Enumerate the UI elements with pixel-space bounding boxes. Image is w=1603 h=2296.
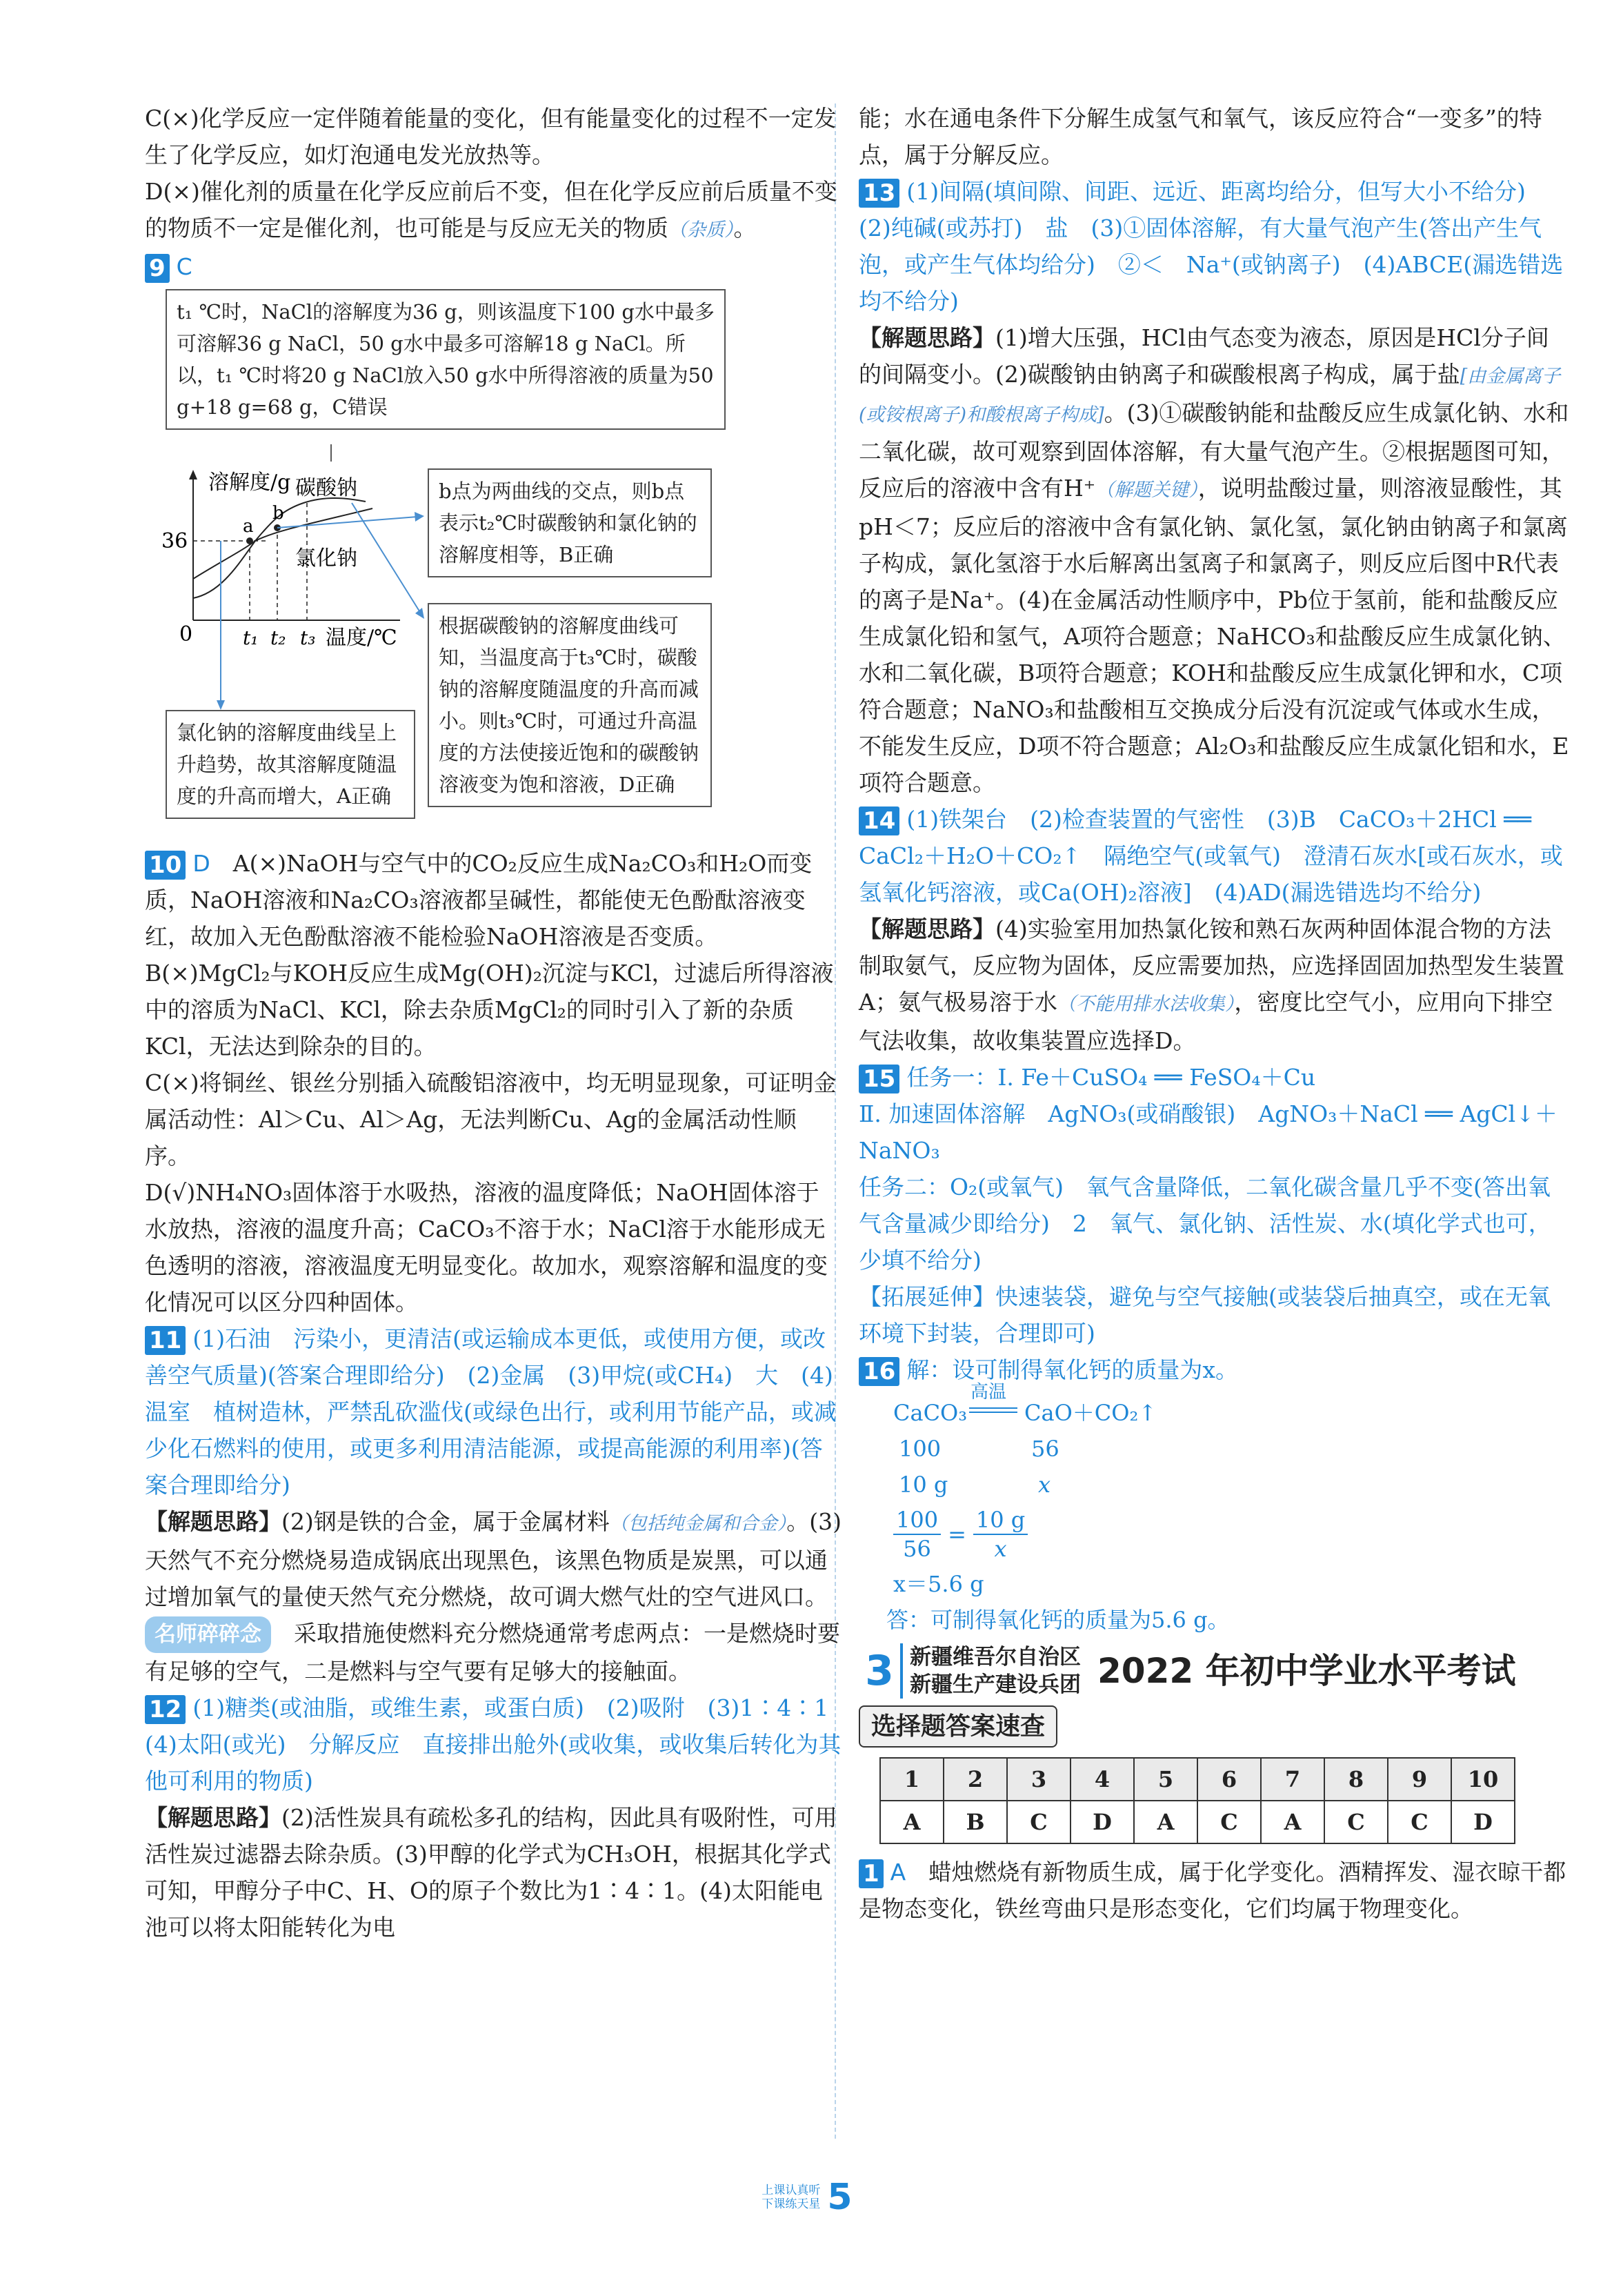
q15-answer-2: Ⅱ. 加速固体溶解 AgNO₃(或硝酸银) AgNO₃＋NaCl ══ AgCl↓＋NaNO₃ xyxy=(859,1100,1557,1164)
q11-tip xyxy=(145,1615,842,1690)
q16-eq-left: CaCO₃ xyxy=(893,1400,968,1426)
q11-think-note: （包括纯金属和合金） xyxy=(609,1513,787,1534)
q12-answer: (1)糖类(或油脂，或维生素，或蛋白质) (2)吸附 (3)1∶4∶1 (4)太阳(或光) 分解反应 直接排出舱外(或收集，或收集后转化为其他可利用的物质) xyxy=(145,1694,852,1794)
q1-explanation xyxy=(859,1854,1569,1927)
q13-think-1: (1)增大压强，HCl由气态变为液态，原因是HCl分子间的间隔变小。(2)碳酸钠由钠离子和碳酸根离子构成，属于盐 xyxy=(859,324,1549,388)
q16-values xyxy=(893,1467,1569,1503)
box-b-arrow xyxy=(277,517,417,528)
x-axis-label: 温度/℃ xyxy=(326,626,397,650)
key-num: 10 xyxy=(1451,1758,1515,1801)
region-line-1: 新疆维吾尔自治区 xyxy=(910,1645,1081,1670)
q9-box-d: 根据碳酸钠的溶解度曲线可知，当温度高于t₃℃时，碳酸钠的溶解度随温度的升高而减小。则t₃℃时，可通过升高温度的方法使接近饱和的碳酸钠溶液变为饱和溶液，D正确 xyxy=(428,603,712,807)
origin-label: 0 xyxy=(179,622,193,646)
box-d-arrowhead xyxy=(415,608,424,619)
q11-answer-block xyxy=(145,1320,842,1503)
q16-frac1-top: 100 xyxy=(893,1506,941,1535)
q14-number: 14 xyxy=(859,806,899,835)
q13-note-1: [由金属离子(或铵根离子)和酸根离子构成] xyxy=(859,366,1561,426)
q11-number: 11 xyxy=(145,1326,186,1355)
q14-thinking xyxy=(859,911,1569,1059)
q9-number: 9 xyxy=(145,254,170,283)
quick-check-row xyxy=(859,1699,1569,1757)
t3-label: t₃ xyxy=(300,626,316,649)
q16-mass-caco3: 100 xyxy=(899,1436,942,1462)
answer-key-answers xyxy=(880,1801,1515,1843)
key-ans: C xyxy=(1324,1801,1388,1843)
q14-think-1: (4)实验室用加热氯化铵和熟石灰两种固体混合物的方法制取氨气，反应物为固体，反应需要加热，应选择固固加热型发生装置A；氨气极易溶于水 xyxy=(859,916,1564,1016)
section-number: 3 xyxy=(865,1646,894,1695)
key-ans: A xyxy=(1134,1801,1197,1843)
tip-label: 名师碎碎念 xyxy=(145,1616,271,1653)
q16-frac1-bottom: 56 xyxy=(903,1536,931,1562)
y-axis-label: 溶解度/g xyxy=(208,471,291,495)
key-num: 8 xyxy=(1324,1758,1388,1801)
q16-mass-cao: 56 xyxy=(1031,1436,1059,1462)
q12-think-text: (2)活性炭具有疏松多孔的结构，因此具有吸附性，可用活性炭过滤器去除杂质。(3)甲醇的化学式为CH₃OH，根据其化学式可知，甲醇分子中C、H、O的原子个数比为1∶4∶1。(4)太阳能电池可以将太阳能转化为电 xyxy=(145,1804,837,1941)
q10-option-c: C(×)将铜丝、银丝分别插入硫酸铝溶液中，均无明显现象，可证明金属活动性：Al＞Cu、Al＞Ag，无法判断Cu、Ag的金属活动性顺序。 xyxy=(145,1069,837,1169)
q10-number: 10 xyxy=(145,851,186,880)
q15-ans-1-text: 任务一：Ⅰ. Fe＋CuSO₄ ══ FeSO₄＋Cu xyxy=(906,1064,1316,1091)
q16-masses xyxy=(893,1431,1569,1467)
q9-box-b: b点为两曲线的交点，则b点表示t₂℃时碳酸钠和氯化钠的溶解度相等，B正确 xyxy=(428,468,712,577)
key-num: 6 xyxy=(1197,1758,1261,1801)
q12-thinking xyxy=(145,1799,842,1946)
q9-box-c: t₁ ℃时，NaCl的溶解度为36 g，则该温度下100 g水中最多可溶解36 g NaCl，50 g水中最多可溶解18 g NaCl。所以，t₁ ℃时将20 g NaCl放入50 g水中所得溶液的质量为50 g+18 g=68 g，C错误 xyxy=(166,289,726,430)
q16-fraction-2 xyxy=(973,1506,1028,1563)
q9-solubility-figure xyxy=(145,289,835,841)
y-tick-36: 36 xyxy=(161,529,188,553)
q8-end: 。 xyxy=(733,215,757,241)
slogan-line-1: 上课认真听 xyxy=(761,2184,821,2197)
t1-label: t₁ xyxy=(243,626,259,649)
left-column xyxy=(145,100,852,1946)
t2-label: t₂ xyxy=(270,626,286,649)
key-num: 3 xyxy=(1007,1758,1071,1801)
q8-option-d-text: D(×)催化剂的质量在化学反应前后不变，但在化学反应前后质量不变的物质不一定是催化剂，也可能是与反应无关的物质 xyxy=(145,178,837,241)
key-num: 2 xyxy=(944,1758,1007,1801)
q13-think-3: ，说明盐酸过量，则溶液显酸性，其pH＜7；反应后的溶液中含有氯化钠、氯化氢，氯化钠由钠离子和氯离子构成，氯化氢溶于水后解离出氢离子和氯离子，则反应后图中R代表的离子是Na⁺。(4)在金属活动性顺序中，Pb位于氢前，能和盐酸反应生成氯化铅和氢气，A项符合题意；NaHCO₃和盐酸反应生成氯化钠、水和二氧化碳，B项符合题意；KOH和盐酸反应生成氯化钾和水，C项符合题意；NaNO₃和盐酸相互交换成分后没有沉淀或气体或水生成，不能发生反应，D项不符合题意；Al₂O₃和盐酸反应生成氯化铝和水，E项符合题意。 xyxy=(859,475,1569,796)
q16-equation xyxy=(893,1382,1569,1431)
q14-think-label: 【解题思路】 xyxy=(859,916,995,942)
q14-answer: (1)铁架台 (2)检查装置的气密性 (3)B CaCO₃＋2HCl ══ CaCl₂＋H₂O＋CO₂↑ 隔绝空气(或氧气) 澄清石灰水[或石灰水，或氢氧化钙溶液，或Ca(OH)₂溶液] (4)AD(漏选错选均不给分) xyxy=(859,806,1563,906)
q11-think-label: 【解题思路】 xyxy=(145,1508,281,1535)
q16-intro-text: 解：设可制得氧化钙的质量为x。 xyxy=(906,1356,1238,1383)
point-a xyxy=(246,537,253,544)
q10-option-a xyxy=(145,845,842,955)
key-num: 5 xyxy=(1134,1758,1197,1801)
q16-proportion xyxy=(893,1503,1569,1566)
q16-value-caco3: 10 g xyxy=(899,1472,948,1498)
answer-key-table xyxy=(879,1757,1515,1844)
q8-note: （杂质） xyxy=(668,219,734,241)
box-b-arrowhead xyxy=(415,512,424,522)
q15-answer-3: 任务二：O₂(或氧气) 氧气含量降低，二氧化碳含量几乎不变(答出氧气含量减少即给分) 2 氧气、氯化钠、活性炭、水(填化学式也可，少填不给分) xyxy=(859,1174,1551,1274)
q13-thinking xyxy=(859,319,1569,801)
section-exam-title: 2022 年初中学业水平考试 xyxy=(1097,1650,1516,1691)
q16-intro xyxy=(859,1352,1569,1388)
key-ans: A xyxy=(1261,1801,1324,1843)
q8-option-d xyxy=(145,173,842,248)
q1-answer: A xyxy=(890,1859,906,1886)
q10-option-b: B(×)MgCl₂与KOH反应生成Mg(OH)₂沉淀与KCl，过滤后所得溶液中的溶质为NaCl、KCl，除去杂质MgCl₂的同时引入了新的杂质KCl，无法达到除杂的目的。 xyxy=(145,960,834,1060)
key-ans: B xyxy=(944,1801,1007,1843)
q15-answer-1 xyxy=(859,1059,1569,1096)
q8-option-c: C(×)化学反应一定伴随着能量的变化，但有能量变化的过程不一定发生了化学反应，如灯泡通电发光放热等。 xyxy=(145,105,837,168)
point-a-label: a xyxy=(243,516,254,537)
q11-answer: (1)石油 污染小，更清洁(或运输成本更低，或使用方便，或改善空气质量)(答案合理即给分) (2)金属 (3)甲烷(或CH₄) 大 (4)温室 植树造林，严禁乱砍滥伐(或绿色出行，或利用节能产品，或减少化石燃料的使用，或更多利用清洁能源，或提高能源的利用率)(答案合理即给分) xyxy=(145,1325,837,1498)
q13-think-2: 。(3)①碳酸钠能和盐酸反应生成氯化钠、水和二氧化碳，故可观察到固体溶解，有大量气泡产生。②根据题图可知，反应后的溶液中含有H⁺ xyxy=(859,399,1569,502)
key-num: 9 xyxy=(1388,1758,1451,1801)
q14-answer-block xyxy=(859,801,1569,911)
q16-fraction-1 xyxy=(893,1506,941,1563)
key-num: 1 xyxy=(880,1758,944,1801)
section-region xyxy=(900,1643,1081,1699)
page-number: 5 xyxy=(827,2177,853,2218)
quick-check-label: 选择题答案速查 xyxy=(859,1705,1057,1748)
q16-eq-bar-top xyxy=(969,1407,1017,1409)
key-ans: A xyxy=(880,1801,944,1843)
na2co3-curve-label: 碳酸钠 xyxy=(295,476,357,500)
q13-number: 13 xyxy=(859,179,899,208)
q13-note-2: （解题关键） xyxy=(1095,479,1198,501)
q16-eq-bar-bottom xyxy=(969,1412,1017,1413)
key-ans: C xyxy=(1388,1801,1451,1843)
q13-answer-block xyxy=(859,173,1569,319)
q12-continued: 能；水在通电条件下分解生成氢气和氧气，该反应符合“一变多”的特点，属于分解反应。 xyxy=(859,105,1542,168)
nacl-curve-label: 氯化钠 xyxy=(295,546,357,571)
key-ans: C xyxy=(1197,1801,1261,1843)
q12-number: 12 xyxy=(145,1695,186,1724)
q9-header xyxy=(145,248,842,285)
q11-thinking xyxy=(145,1503,842,1615)
key-num: 4 xyxy=(1071,1758,1134,1801)
q15-answer-4: 【拓展延伸】快速装袋，避免与空气接触(或装袋后抽真空，或在无氧环境下封装，合理即可) xyxy=(859,1283,1551,1347)
y-axis-arrow xyxy=(189,470,197,479)
q11-think-1: (2)钢是铁的合金，属于金属材料 xyxy=(281,1508,610,1535)
q9-box-a: 氯化钠的溶解度曲线呈上升趋势，故其溶解度随温度的升高而增大，A正确 xyxy=(166,710,415,819)
point-b-label: b xyxy=(272,503,284,524)
q13-think-label: 【解题思路】 xyxy=(859,324,995,351)
section-header xyxy=(859,1643,1569,1699)
slogan-line-2: 下课练天星 xyxy=(761,2197,821,2211)
key-ans: C xyxy=(1007,1801,1071,1843)
q10-a-text: A(×)NaOH与空气中的CO₂反应生成Na₂CO₃和H₂O而变质，NaOH溶液和Na₂CO₃溶液都呈碱性，都能使无色酚酞溶液变红，故加入无色酚酞溶液不能检验NaOH溶液是否变质。 xyxy=(145,850,813,950)
q10-answer: D xyxy=(192,850,210,877)
q13-answer: (1)间隔(填间隙、间距、远近、距离均给分，但写大小不给分) (2)纯碱(或苏打) 盐 (3)①固体溶解，有大量气泡产生(答出产生气泡，或产生气体均给分) ②＜ Na⁺(或钠离子) (4)ABCE(漏选错选均不给分) xyxy=(859,178,1564,315)
q16-value-cao: x xyxy=(1038,1472,1051,1498)
right-column xyxy=(859,100,1569,1927)
q1-text: 蜡烛燃烧有新物质生成，属于化学变化。酒精挥发、湿衣晾干都是物态变化，铁丝弯曲只是形态变化，它们均属于物理变化。 xyxy=(859,1859,1566,1922)
q16-final-answer: 答：可制得氧化钙的质量为5.6 g。 xyxy=(886,1607,1230,1633)
q16-frac2-bottom: x xyxy=(994,1536,1007,1562)
q15-number: 15 xyxy=(859,1065,899,1093)
q9-answer: C xyxy=(176,253,192,280)
q1-number: 1 xyxy=(859,1859,884,1888)
q16-frac2-top: 10 g xyxy=(973,1506,1028,1535)
q16-calculation xyxy=(859,1382,1569,1638)
key-ans: D xyxy=(1071,1801,1134,1843)
q12-think-label: 【解题思路】 xyxy=(145,1804,281,1831)
q14-think-2: ，密度比空气小，应用向下排空气法收集，故收集装置应选择D。 xyxy=(859,989,1553,1054)
tip-text: 采取措施使燃料充分燃烧通常考虑两点：一是燃烧时要有足够的空气，二是燃料与空气要有足够大的接触面。 xyxy=(145,1620,840,1685)
box-a-arrowhead xyxy=(217,700,225,710)
footer-slogan xyxy=(761,2184,820,2211)
page-footer xyxy=(704,2173,910,2221)
q16-condition: 高温 xyxy=(970,1382,1007,1403)
q12-answer-block xyxy=(145,1690,852,1799)
q10-option-d: D(√)NH₄NO₃固体溶于水吸热，溶液的温度降低；NaOH固体溶于水放热，溶液的温度升高；CaCO₃不溶于水；NaCl溶于水能形成无色透明的溶液，溶液温度无明显变化。故加水，观察溶解和温度的变化情况可以区分四种固体。 xyxy=(145,1179,828,1316)
q16-equals: = xyxy=(948,1521,966,1547)
q11-think-2: 。(3)天然气不充分燃烧易造成锅底出现黑色，该黑色物质是炭黑，可以通过增加氧气的量使天然气充分燃烧，故可调大燃气灶的空气进风口。 xyxy=(145,1508,842,1610)
region-line-2: 新疆生产建设兵团 xyxy=(910,1672,1081,1697)
q16-eq-right: CaO＋CO₂↑ xyxy=(1024,1400,1157,1426)
q16-result: x＝5.6 g xyxy=(893,1571,984,1597)
key-ans: D xyxy=(1451,1801,1515,1843)
q14-note: （不能用排水法收集） xyxy=(1057,993,1235,1015)
q16-number: 16 xyxy=(859,1357,899,1386)
key-num: 7 xyxy=(1261,1758,1324,1801)
answer-key-numbers xyxy=(880,1758,1515,1801)
